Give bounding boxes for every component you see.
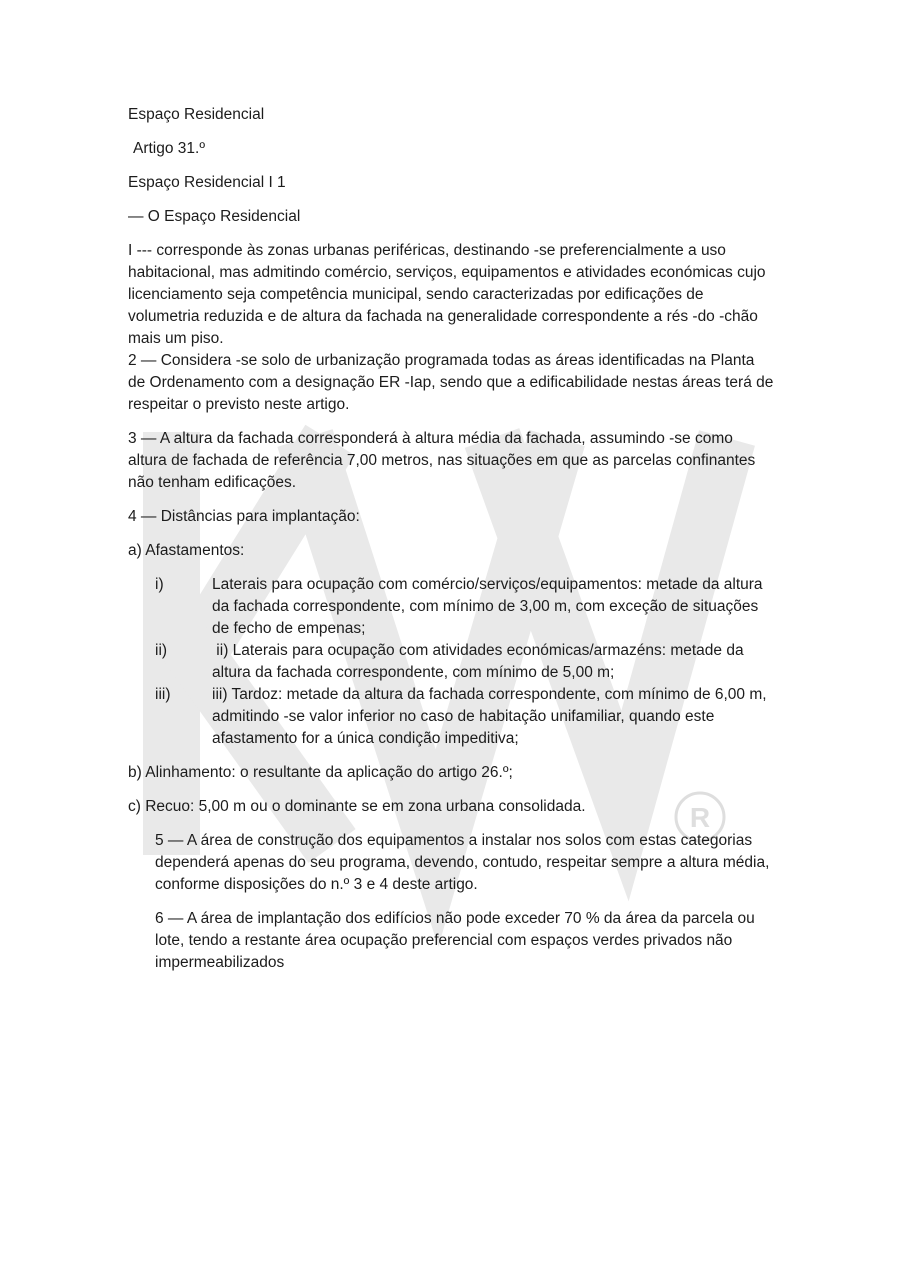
list-item-text: Laterais para ocupação com comércio/serviços/equipamentos: metade da altura da fachada correspondente, com mínimo de 3,00 m, com exceção de situações de fecho de empenas;: [212, 576, 763, 637]
roman-numeral-list: [128, 574, 774, 750]
paragraph-1: I --- corresponde às zonas urbanas periféricas, destinando -se preferencialmente a uso habitacional, mas admitindo comércio, serviços, equipamentos e atividades económicas cujo licenciamento seja competência municipal, sendo caracterizadas por edificações de volumetria reduzida e de altura da fachada na generalidade correspondente a rés -do -chão mais um piso.: [128, 242, 766, 347]
paragraph-5: 5 — A área de construção dos equipamentos a instalar nos solos com estas categorias dependerá apenas do seu programa, devendo, contudo, respeitar sempre a altura média, conforme disposições do n.º 3 e 4 deste artigo.: [155, 832, 770, 893]
list-item-text: ii) Laterais para ocupação com atividades económicas/armazéns: metade da altura da fachada correspondente, com mínimo de 5,00 m;: [212, 642, 744, 681]
document-body: [128, 104, 774, 986]
article-number: Artigo 31.º: [133, 140, 206, 157]
clause-4b: b) Alinhamento: o resultante da aplicação do artigo 26.º;: [128, 764, 513, 781]
list-item-text: iii) Tardoz: metade da altura da fachada correspondente, com mínimo de 6,00 m, admitindo -se valor inferior no caso de habitação unifamiliar, quando este afastamento for a única condição impeditiva;: [212, 686, 767, 747]
section-subtitle: Espaço Residencial I 1: [128, 174, 286, 191]
clause-4a-heading: a) Afastamentos:: [128, 542, 245, 559]
list-item: [155, 574, 774, 640]
registered-trademark-letter: R: [689, 802, 711, 833]
document-title: Espaço Residencial: [128, 106, 265, 123]
paragraph-3: 3 — A altura da fachada corresponderá à altura média da fachada, assumindo -se como altura de fachada de referência 7,00 metros, nas situações em que as parcelas confinantes não tenham edificações.: [128, 430, 756, 491]
list-item: [155, 684, 774, 750]
paragraph-2: 2 — Considera -se solo de urbanização programada todas as áreas identificadas na Planta de Ordenamento com a designação ER -Iap, sendo que a edificabilidade nestas áreas terá de respeitar o previsto neste artigo.: [128, 352, 774, 413]
paragraph-6: 6 — A área de implantação dos edifícios não pode exceder 70 % da área da parcela ou lote, tendo a restante área ocupação preferencial com espaços verdes privados não impermeabilizados: [155, 910, 755, 971]
clause-4c: c) Recuo: 5,00 m ou o dominante se em zona urbana consolidada.: [128, 798, 586, 815]
list-item-marker: ii): [155, 642, 168, 659]
list-item-marker: iii): [155, 686, 171, 703]
list-item: [155, 640, 774, 684]
clause-4-heading: 4 — Distâncias para implantação:: [128, 508, 360, 525]
list-item-marker: i): [155, 576, 164, 593]
section-lead: — O Espaço Residencial: [128, 208, 301, 225]
